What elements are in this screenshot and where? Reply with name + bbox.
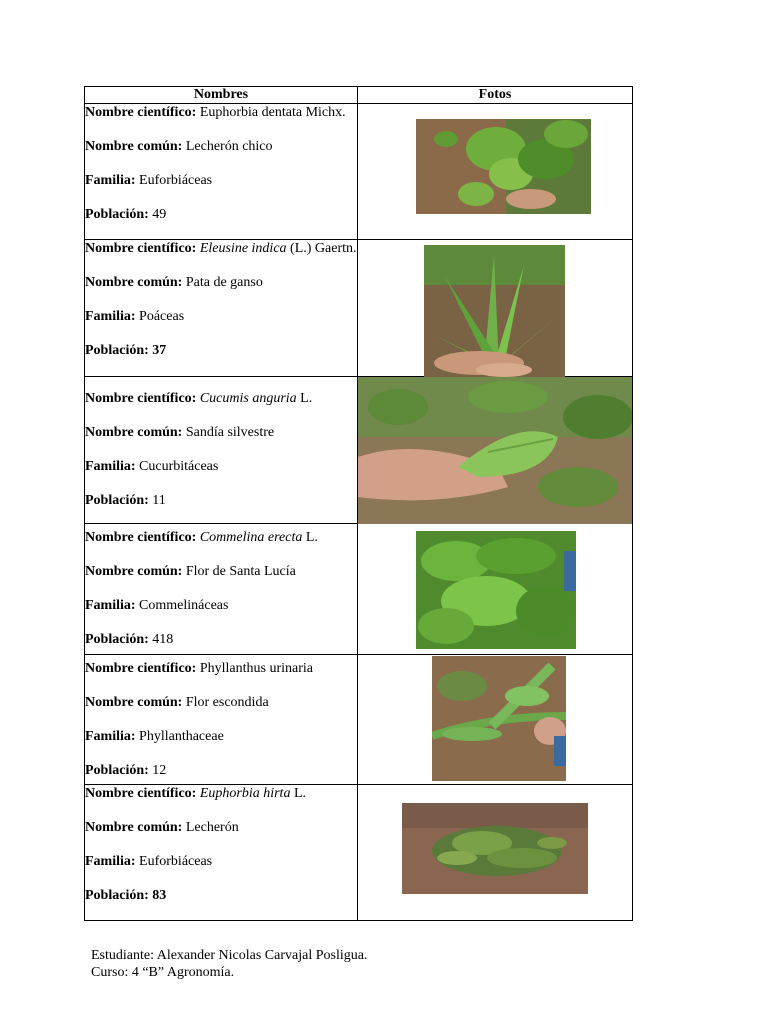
table-row bbox=[85, 655, 633, 785]
family: Familia: Euforbiáceas bbox=[85, 173, 213, 188]
plant-photo bbox=[432, 656, 566, 781]
header-photos: Fotos bbox=[358, 87, 633, 104]
population: Población: 12 bbox=[85, 763, 167, 778]
population: Población: 83 bbox=[85, 888, 167, 903]
family: Familia: Commelináceas bbox=[85, 598, 229, 613]
common-name: Nombre común: Flor escondida bbox=[85, 695, 269, 710]
common-name: Nombre común: Pata de ganso bbox=[85, 275, 263, 290]
table-row bbox=[85, 104, 633, 240]
table-row bbox=[85, 240, 633, 377]
table-row bbox=[85, 524, 633, 655]
table-row bbox=[85, 377, 633, 524]
plant-info bbox=[85, 240, 358, 377]
scientific-name: Nombre científico: Euphorbia hirta L. bbox=[85, 786, 307, 801]
common-name: Nombre común: Sandía silvestre bbox=[85, 425, 275, 440]
scientific-name: Nombre científico: Commelina erecta L. bbox=[85, 530, 318, 545]
photo-cell bbox=[358, 377, 633, 524]
plant-photo bbox=[416, 531, 576, 649]
scientific-name: Nombre científico: Euphorbia dentata Michx. bbox=[85, 105, 346, 120]
photo-cell bbox=[358, 785, 633, 921]
table-row bbox=[85, 785, 633, 921]
scientific-name: Nombre científico: Phyllanthus urinaria bbox=[85, 661, 313, 676]
plant-info bbox=[85, 104, 358, 240]
family: Familia: Phyllanthaceae bbox=[85, 729, 224, 744]
scientific-name: Nombre científico: Eleusine indica (L.) Gaertn. bbox=[85, 241, 357, 256]
population: Población: 418 bbox=[85, 632, 174, 647]
plant-photo bbox=[358, 377, 632, 524]
photo-cell bbox=[358, 240, 633, 377]
plant-info bbox=[85, 377, 358, 524]
common-name: Nombre común: Lecherón chico bbox=[85, 139, 273, 154]
plant-info bbox=[85, 785, 358, 921]
plants-table bbox=[84, 86, 633, 921]
family: Familia: Cucurbitáceas bbox=[85, 459, 219, 474]
population: Población: 49 bbox=[85, 207, 167, 222]
family: Familia: Euforbiáceas bbox=[85, 854, 213, 869]
common-name: Nombre común: Lecherón bbox=[85, 820, 239, 835]
photo-cell bbox=[358, 524, 633, 655]
plant-info bbox=[85, 524, 358, 655]
plant-info bbox=[85, 655, 358, 785]
plant-photo bbox=[424, 245, 565, 377]
student-name: Estudiante: Alexander Nicolas Carvajal Posligua. bbox=[91, 948, 368, 963]
plant-photo bbox=[402, 803, 588, 894]
population: Población: 37 bbox=[85, 343, 167, 358]
header-names: Nombres bbox=[85, 87, 358, 104]
plant-photo bbox=[416, 119, 591, 214]
scientific-name: Nombre científico: Cucumis anguria L. bbox=[85, 391, 313, 406]
table-header-row bbox=[85, 87, 633, 104]
photo-cell bbox=[358, 655, 633, 785]
photo-cell bbox=[358, 104, 633, 240]
footer bbox=[91, 947, 367, 981]
common-name: Nombre común: Flor de Santa Lucía bbox=[85, 564, 296, 579]
course: Curso: 4 “B” Agronomía. bbox=[91, 965, 235, 980]
family: Familia: Poáceas bbox=[85, 309, 185, 324]
population: Población: 11 bbox=[85, 493, 166, 508]
